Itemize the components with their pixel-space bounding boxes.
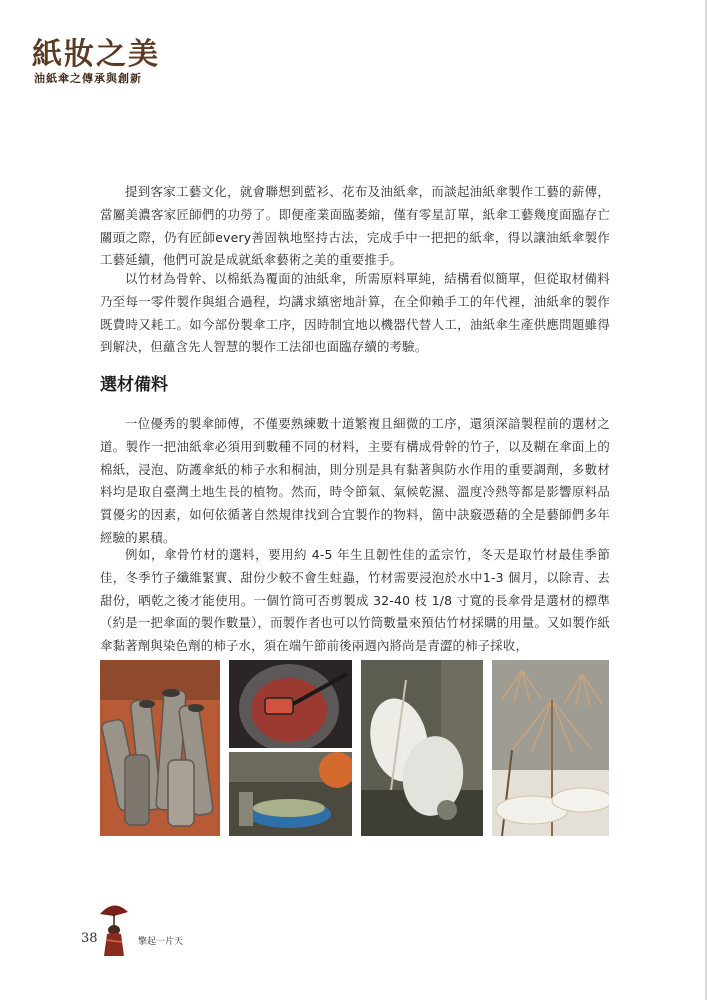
- logo-subtitle: 油紙傘之傳承與創新: [34, 72, 142, 85]
- white-paper-umbrellas-photo-icon: [361, 660, 483, 836]
- footer-title: 擎起一片天: [138, 937, 184, 947]
- bamboo-tubes-photo-icon: [100, 660, 220, 836]
- paragraph-example: 例如，傘骨竹材的選料，要用約 4-5 年生且韌性佳的孟宗竹，冬天是取竹材最佳季節佳，冬季竹子纖維緊實、甜份少較不會生蛀蟲，竹材需要浸泡於水中1-3 個月，以除青、去甜份，晒乾之後才能使用。一個竹筒可否剪製成 32-40 枝 1/8 寸寬的長傘骨是選材的標準（約是一把傘面的製作數量），而製作者也可以竹筒數量來預估竹材採購的用量。又如製作紙傘黏著劑與染色劑的柿子水，須在端午節前後兩週內將尚是青澀的柿子採收，: [100, 547, 611, 654]
- paragraph-intro: 提到客家工藝文化，就會聯想到藍衫、花布及油紙傘，而談起油紙傘製作工藝的薪傳，當屬美濃客家匠師們的功勞了。即便產業面臨萎縮，僅有零星訂單，紙傘工藝幾度面臨存亡關頭之際，仍有匠師every善固執地堅持古法，完成手中一把把的紙傘，得以讓油紙傘製作工藝延續，他們可說是成就紙傘藝術之美的重要推手。: [100, 184, 610, 268]
- paragraph-craftsman: 一位優秀的製傘師傅，不僅要熟練數十道繁複且細微的工序，還須深諳製程前的選材之道。製作一把油紙傘必須用到數種不同的材料，主要有構成骨幹的竹子，以及糊在傘面上的棉紙，浸泡、防護傘紙的柿子水和桐油，則分別是具有黏著與防水作用的重要調劑，多數材料均是取自臺灣土地生長的植物。然而，時令節氣、氣候乾濕、溫度冷熱等都是影響原料品質優劣的因素，如何依循著自然規律找到合宜製作的物料，箇中訣竅憑藉的全是藝師們多年經驗的累積。: [100, 416, 610, 545]
- logo-title: 紙妝之美: [32, 37, 160, 72]
- paragraph-materials: 以竹材為骨幹、以棉紙為覆面的油紙傘，所需原料單純，結構看似簡單，但從取材備料乃至每一零件製作與組合過程，均講求縝密地計算，在全仰賴手工的年代裡，油紙傘的製作既費時又耗工。如今部份製傘工序，因時制宜地以機器代替人工，油紙傘生產供應問題雖得到解決，但蘊含先人智慧的製作工法卻也面臨存續的考驗。: [100, 271, 610, 355]
- header-logo: [32, 38, 182, 88]
- section-heading: 選材備料: [100, 375, 168, 395]
- umbrella-frames-photo-icon: [492, 660, 609, 836]
- page-number: 38: [81, 931, 98, 946]
- paint-roller-bucket-photo-icon: [229, 660, 352, 748]
- persimmon-basin-photo-icon: [229, 752, 352, 836]
- umbrella-figure-icon: [98, 898, 130, 958]
